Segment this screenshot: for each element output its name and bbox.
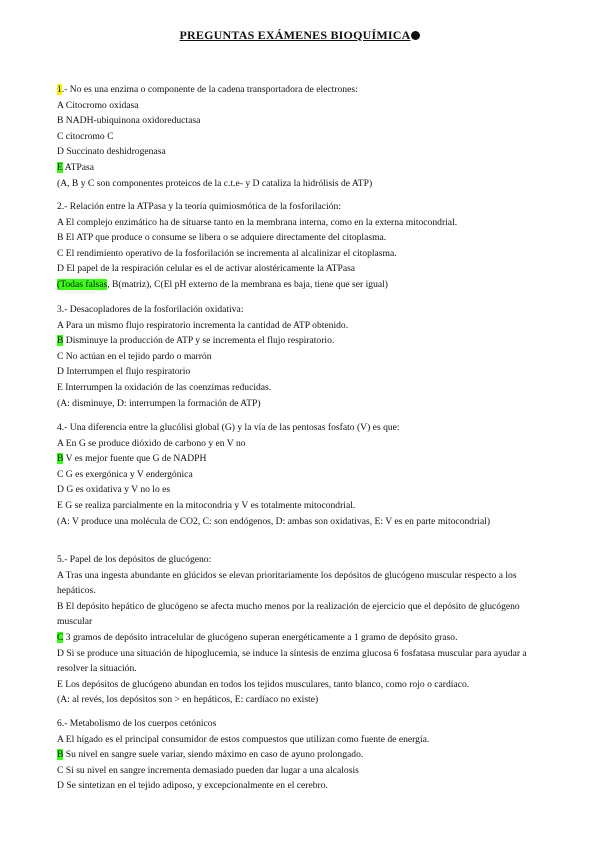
answer-letter: E [57, 161, 63, 173]
answer-letter: C [57, 631, 64, 643]
option-d: D Se sintetizan en el tejido adiposo, y excepcionalmente en el cerebro. [57, 780, 328, 792]
option-a: A En G se produce dióxido de carbono y en V no [57, 437, 246, 449]
answer-letter: B [57, 453, 64, 465]
correct-answer: B V es mejor fuente que G de NADPH [57, 453, 207, 465]
page-title [0, 28, 600, 43]
option-e: E Los depósitos de glucógeno abundan en todos los tejidos musculares, tanto blanco, como rojo o cardíaco. [57, 678, 470, 690]
question-3 [57, 302, 557, 411]
option-d: D Succinato deshidrogenasa [57, 146, 166, 158]
question-5 [57, 552, 557, 708]
answer-note: (A: al revés, los depósitos son > en hepáticos, E: cardíaco no existe) [57, 694, 319, 706]
answer-note: (Todas falsas, B(matriz), C(El pH externo de la membrana es baja, tiene que ser igual) [57, 278, 388, 290]
question-2 [57, 199, 557, 293]
option-a: A Citocromo oxidasa [57, 99, 139, 111]
option-a: A Tras una ingesta abundante en glúcidos se elevan prioritariamente los depósitos de glucógeno muscular respecto a los hepáticos. [57, 569, 517, 597]
option-d: D El papel de la respiración celular es el de activar alostéricamente la ATPasa [57, 263, 356, 275]
question-6 [57, 716, 557, 794]
option-a: A Para un mismo flujo respiratorio incrementa la cantidad de ATP obtenido. [57, 319, 349, 331]
answer-letter: B [57, 749, 64, 761]
question-stem: 3.- Desacopladores de la fosforilación oxidativa: [57, 304, 244, 315]
smiley-icon [411, 31, 420, 40]
title-text: PREGUNTAS EXÁMENES BIOQUÍMICA [179, 28, 411, 42]
option-d: D Interrumpen el flujo respiratorio [57, 366, 191, 378]
option-c: C No actúan en el tejido pardo o marrón [57, 350, 212, 362]
correct-answer: B Disminuye la producción de ATP y se incrementa el flujo respiratorio. [57, 335, 335, 347]
option-a: A El hígado es el principal consumidor de estos compuestos que utilizan como fuente de energía. [57, 733, 430, 745]
question-stem: 1.- No es una enzima o componente de la cadena transportadora de electrones: [57, 84, 358, 95]
option-b: B El ATP que produce o consume se libera o se adquiere directamente del citoplasma. [57, 232, 387, 244]
option-b: B El depósito hepático de glucógeno se afecta mucho menos por la realización de ejercicio que el depósito de glucógeno muscular [57, 600, 520, 628]
option-c: C El rendimiento operativo de la fosforilación se incrementa al alcalinizar el citoplasma. [57, 247, 397, 259]
answer-letter: B [57, 335, 64, 347]
question-stem: 2.- Relación entre la ATPasa y la teoría quimiosmótica de la fosforilación: [57, 201, 341, 212]
question-stem: 4.- Una diferencia entre la glucólisi global (G) y la vía de las pentosas fosfato (V) es que: [57, 422, 400, 433]
correct-answer: B Su nivel en sangre suele variar, siendo máximo en caso de ayuno prolongado. [57, 749, 364, 761]
question-stem: 6.- Metabolismo de los cuerpos cetónicos [57, 718, 217, 729]
option-e: E G se realiza parcialmente en la mitocondria y V es totalmente mitocondrial. [57, 499, 356, 511]
option-b: B NADH-ubiquinona oxidoreductasa [57, 115, 201, 127]
correct-answer: E ATPasa [57, 161, 95, 173]
question-1 [57, 82, 557, 191]
question-number: 1 [57, 84, 62, 95]
answer-note: (A: V produce una molécula de CO2, C: son endógenos, D: ambas son oxidativas, E: V es en parte mitocondrial) [57, 515, 491, 527]
option-e: E Interrumpen la oxidación de las coenzimas reducidas. [57, 381, 272, 393]
option-d: D G es oxidativa y V no lo es [57, 484, 171, 496]
answer-note: (A, B y C son componentes proteicos de la c.t.e- y D cataliza la hidrólisis de ATP) [57, 177, 373, 189]
option-c: C G es exergónica y V endergónica [57, 468, 193, 480]
question-stem: 5.- Papel de los depósitos de glucógeno: [57, 554, 212, 565]
option-a: A El complejo enzimático ha de situarse tanto en la membrana interna, como en la externa mitocondrial. [57, 216, 458, 228]
answer-highlight: (Todas falsas [57, 278, 108, 290]
option-c: C citocromo C [57, 130, 114, 142]
question-4 [57, 420, 557, 529]
option-d: D Si se produce una situación de hipoglucemia, se induce la síntesis de enzima glucosa 6 fosfatasa muscular para ayudar a resolver la situación. [57, 647, 527, 675]
correct-answer: C 3 gramos de depósito intracelular de glucógeno superan energéticamente a 1 gramo de depósito graso. [57, 631, 458, 643]
answer-note: (A: disminuye, D: interrumpen la formación de ATP) [57, 397, 261, 409]
option-c: C Si su nivel en sangre incrementa demasiado pueden dar lugar a una alcalosis [57, 764, 359, 776]
